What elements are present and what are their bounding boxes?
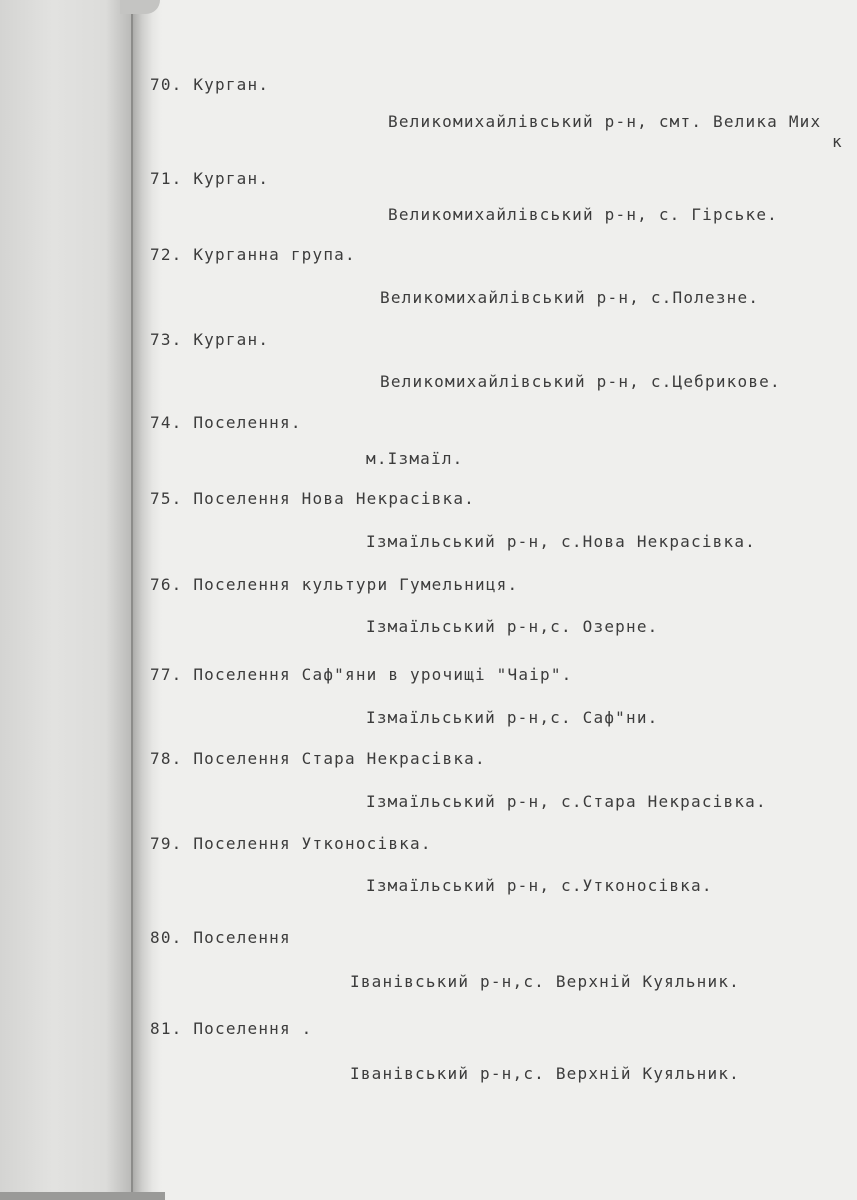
entry-76-title: 76. Поселення культури Гумельниця. bbox=[150, 575, 519, 594]
entry-72-location: Великомихайлівський р-н, с.Полезне. bbox=[380, 288, 760, 307]
entry-72-title: 72. Курганна група. bbox=[150, 245, 356, 264]
entry-75-location: Ізмаїльський р-н, с.Нова Некрасівка. bbox=[366, 532, 756, 551]
entry-77-location: Ізмаїльський р-н,с. Саф"ни. bbox=[366, 708, 659, 727]
entry-70-location: Великомихайлівський р-н, смт. Велика Мих bbox=[388, 112, 822, 131]
entry-73-title: 73. Курган. bbox=[150, 330, 270, 349]
entry-76-location: Ізмаїльський р-н,с. Озерне. bbox=[366, 617, 659, 636]
page-bottom-edge bbox=[0, 1192, 165, 1200]
entry-71-title: 71. Курган. bbox=[150, 169, 270, 188]
previous-page-margin bbox=[0, 0, 132, 1200]
entry-80-location: Іванівський р-н,с. Верхній Куяльник. bbox=[350, 972, 740, 991]
entry-73-location: Великомихайлівський р-н, с.Цебрикове. bbox=[380, 372, 781, 391]
entry-78-location: Ізмаїльський р-н, с.Стара Некрасівка. bbox=[366, 792, 767, 811]
entry-70-location-continued: к bbox=[832, 132, 843, 151]
entry-75-title: 75. Поселення Нова Некрасівка. bbox=[150, 489, 475, 508]
entry-77-title: 77. Поселення Саф"яни в урочищі "Чаір". bbox=[150, 665, 573, 684]
entry-80-title: 80. Поселення bbox=[150, 928, 291, 947]
entry-70-title: 70. Курган. bbox=[150, 75, 270, 94]
binding-line bbox=[131, 10, 133, 1195]
entry-79-title: 79. Поселення Утконосівка. bbox=[150, 834, 432, 853]
entry-81-location: Іванівський р-н,с. Верхній Куяльник. bbox=[350, 1064, 740, 1083]
entry-74-location: м.Ізмаїл. bbox=[366, 449, 464, 468]
entry-79-location: Ізмаїльський р-н, с.Утконосівка. bbox=[366, 876, 713, 895]
entry-71-location: Великомихайлівський р-н, с. Гірське. bbox=[388, 205, 778, 224]
entry-81-title: 81. Поселення . bbox=[150, 1019, 313, 1038]
entry-74-title: 74. Поселення. bbox=[150, 413, 302, 432]
entry-78-title: 78. Поселення Стара Некрасівка. bbox=[150, 749, 486, 768]
